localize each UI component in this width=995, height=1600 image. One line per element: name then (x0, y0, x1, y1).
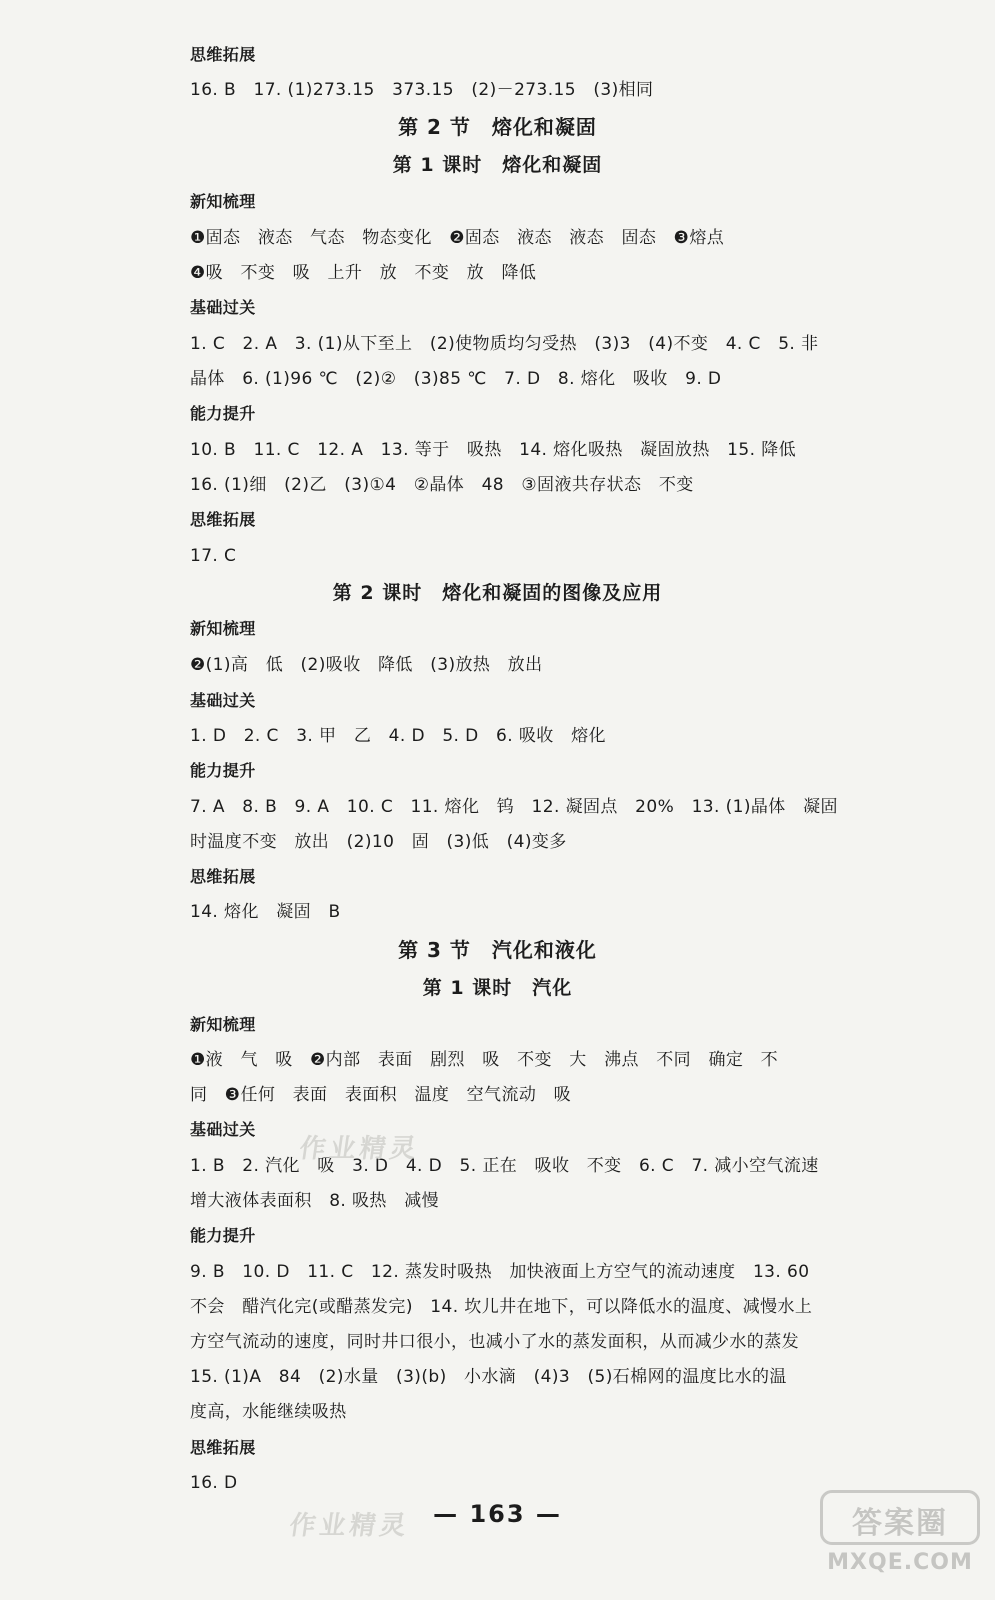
answer-line: 15. (1)A 84 (2)水量 (3)(b) 小水滴 (4)3 (5)石棉网的温度比水的温 (190, 1367, 787, 1387)
answer-line: 17. C (190, 546, 237, 566)
answer-line: 16. B 17. (1)273.15 373.15 (2)－273.15 (3)相同 (190, 80, 654, 100)
logo-url: MXQE.COM (827, 1550, 973, 1575)
answer-line: ❶液 气 吸 ❷内部 表面 剧烈 吸 不变 大 沸点 不同 确定 不 (190, 1050, 779, 1070)
answer-line: 16. D (190, 1473, 238, 1493)
watermark: 作业精灵 (297, 1134, 422, 1164)
lesson-title: 第 2 课时 熔化和凝固的图像及应用 (332, 582, 663, 604)
logo-text: 答案圈 (852, 1506, 948, 1541)
answer-line: 同 ❸任何 表面 表面积 温度 空气流动 吸 (190, 1085, 572, 1105)
answer-line: ❷(1)高 低 (2)吸收 降低 (3)放热 放出 (190, 655, 543, 675)
answer-line: 不会 醋汽化完(或醋蒸发完) 14. 坎儿井在地下，可以降低水的温度、减慢水上 (190, 1297, 813, 1317)
answer-line: 1. C 2. A 3. (1)从下至上 (2)使物质均匀受热 (3)3 (4)不变 4. C 5. 非 (190, 334, 819, 354)
answer-line: 7. A 8. B 9. A 10. C 11. 熔化 钨 12. 凝固点 20% 13. (1)晶体 凝固 (190, 797, 838, 817)
section-title: 第 2 节 熔化和凝固 (398, 115, 597, 139)
answer-line: 14. 熔化 凝固 B (190, 902, 341, 922)
answer-line: 1. D 2. C 3. 甲 乙 4. D 5. D 6. 吸收 熔化 (190, 726, 606, 746)
lesson-title: 第 1 课时 汽化 (422, 977, 573, 999)
answer-line: 16. (1)细 (2)乙 (3)①4 ②晶体 48 ③固液共存状态 不变 (190, 475, 694, 495)
page-number: — 163 — (433, 1500, 562, 1528)
section-heading: 新知梳理 (190, 619, 256, 638)
watermark: 作业精灵 (287, 1511, 412, 1541)
section-heading: 思维拓展 (190, 1438, 256, 1457)
section-heading: 基础过关 (190, 298, 256, 317)
answer-line: 方空气流动的速度，同时井口很小，也减小了水的蒸发面积，从而减少水的蒸发 (190, 1332, 799, 1352)
section-heading: 思维拓展 (190, 45, 256, 64)
answer-line: 增大液体表面积 8. 吸热 减慢 (190, 1191, 440, 1211)
answer-line: ❹吸 不变 吸 上升 放 不变 放 降低 (190, 263, 537, 283)
section-heading: 基础过关 (190, 691, 256, 710)
answer-line: ❶固态 液态 气态 物态变化 ❷固态 液态 液态 固态 ❸熔点 (190, 228, 725, 248)
site-logo (820, 1490, 980, 1580)
section-heading: 新知梳理 (190, 192, 256, 211)
section-heading: 能力提升 (190, 1226, 256, 1245)
answer-line: 10. B 11. C 12. A 13. 等于 吸热 14. 熔化吸热 凝固放热 15. 降低 (190, 440, 796, 460)
section-heading: 能力提升 (190, 404, 256, 423)
answer-line: 时温度不变 放出 (2)10 固 (3)低 (4)变多 (190, 832, 567, 852)
section-title: 第 3 节 汽化和液化 (398, 938, 597, 962)
section-heading: 新知梳理 (190, 1015, 256, 1034)
answer-line: 晶体 6. (1)96 ℃ (2)② (3)85 ℃ 7. D 8. 熔化 吸收 9. D (190, 369, 722, 389)
lesson-title: 第 1 课时 熔化和凝固 (392, 154, 603, 176)
section-heading: 能力提升 (190, 761, 256, 780)
answer-line: 度高，水能继续吸热 (190, 1402, 347, 1422)
answer-line: 9. B 10. D 11. C 12. 蒸发时吸热 加快液面上方空气的流动速度 13. 60 (190, 1262, 810, 1282)
section-heading: 思维拓展 (190, 510, 256, 529)
answer-line: 1. B 2. 汽化 吸 3. D 4. D 5. 正在 吸收 不变 6. C 7. 减小空气流速 (190, 1156, 819, 1176)
section-heading: 思维拓展 (190, 867, 256, 886)
section-heading: 基础过关 (190, 1120, 256, 1139)
